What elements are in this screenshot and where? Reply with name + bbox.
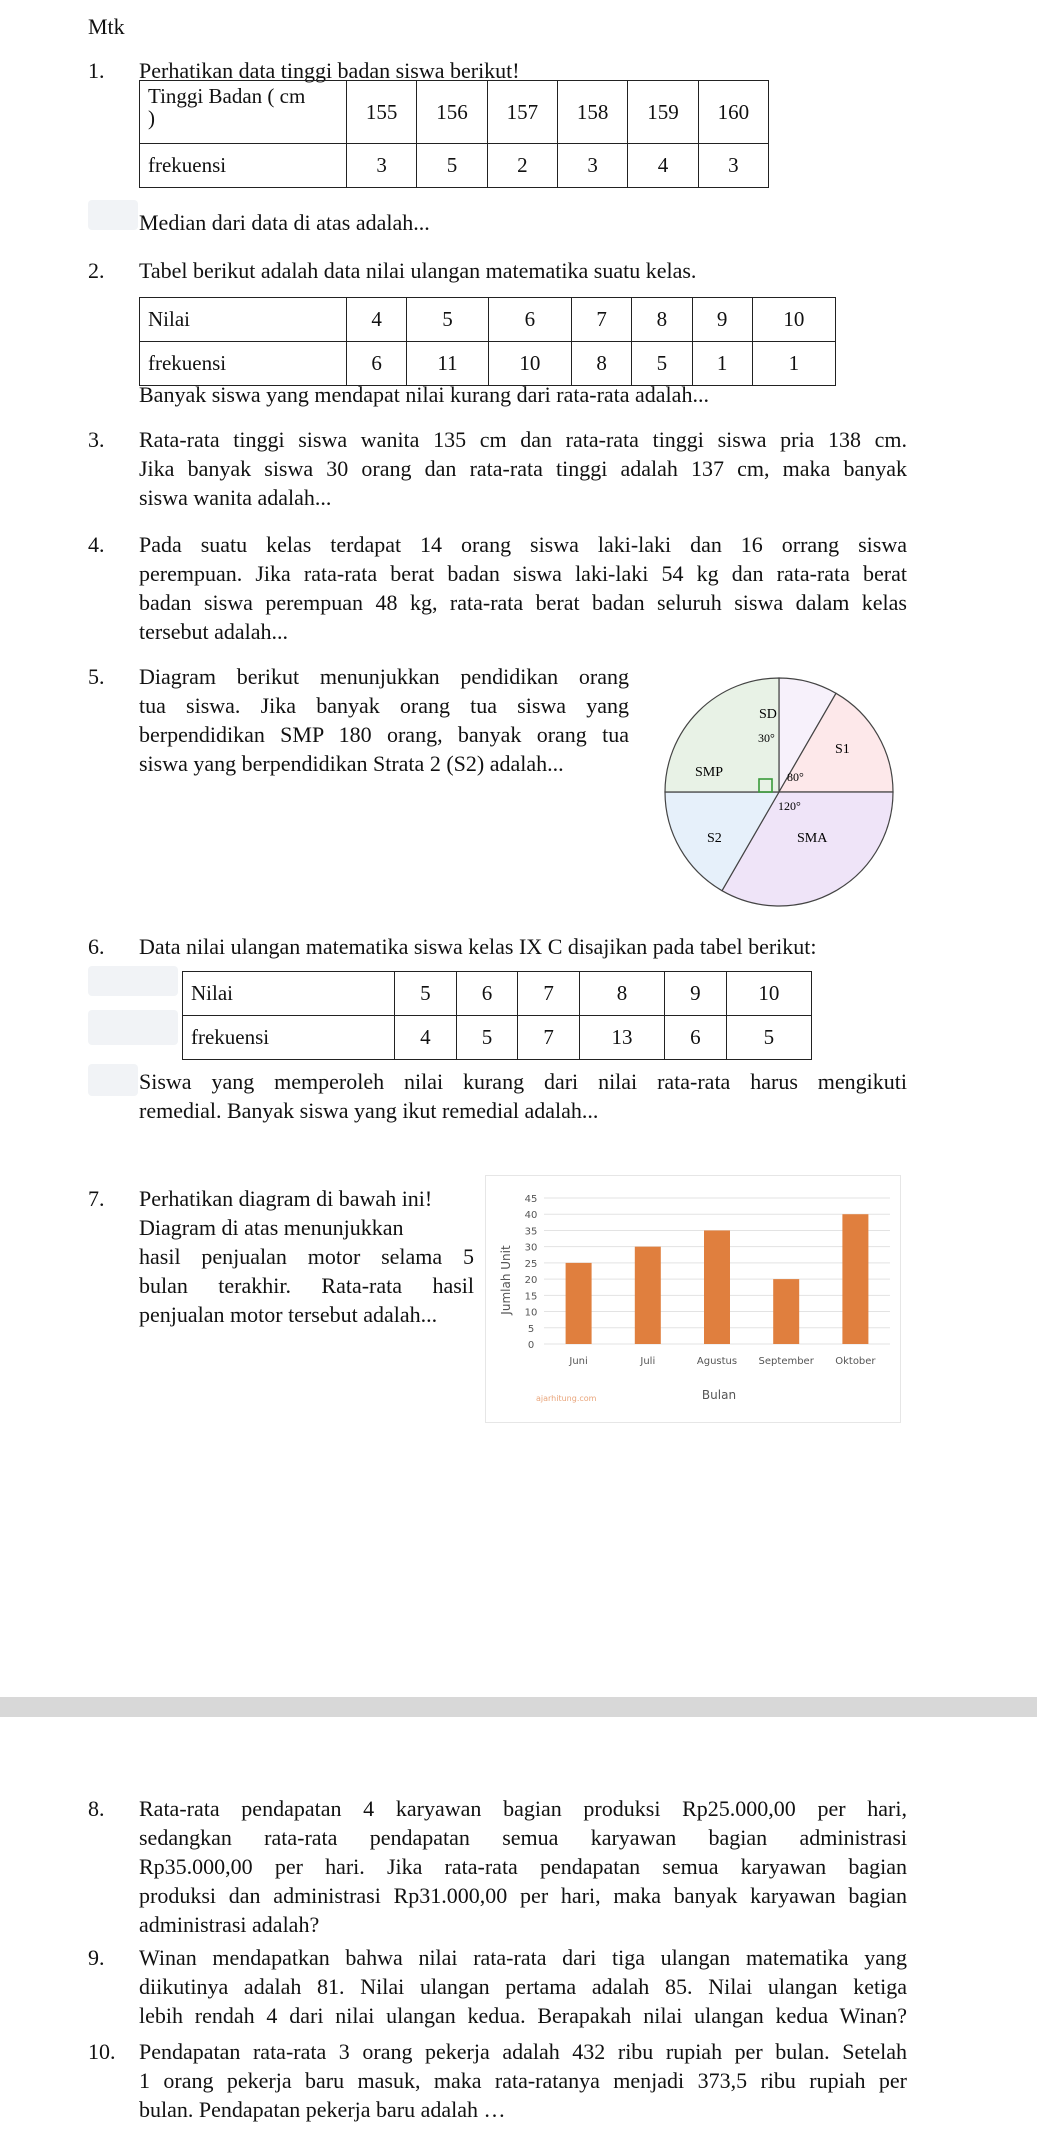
q8-number: 8. [88, 1796, 105, 1821]
chart-x-tick-label: September [758, 1356, 814, 1367]
q6-table [182, 971, 812, 1060]
q1-freq: 5 [417, 144, 487, 188]
q6-value: 5 [395, 972, 457, 1016]
q1-value: 159 [628, 81, 698, 144]
q9-line: Winan mendapatkan bahwa nilai rata-rata dari tiga ulangan matematika yang [139, 1945, 907, 1970]
q6-value: 10 [726, 972, 811, 1016]
q2-value: 4 [347, 298, 407, 342]
q7-line: hasil penjualan motor selama 5 [139, 1244, 474, 1269]
q2-freq: 8 [572, 342, 632, 386]
q4-text [139, 530, 907, 646]
chart-x-tick-label: Agustus [696, 1356, 738, 1367]
page-separator [0, 1697, 1037, 1717]
chart-y-ticks [525, 1194, 538, 1351]
q5-line: Diagram berikut menunjukkan pendidikan orang [139, 664, 629, 689]
q5-line: berpendidikan SMP 180 orang, banyak orang tua [139, 722, 629, 747]
q2-value: 6 [488, 298, 571, 342]
q4-line: Pada suatu kelas terdapat 14 orang siswa laki-laki dan 16 orrang siswa [139, 532, 907, 557]
education-pie-chart [655, 668, 905, 918]
q2-label-nilai: Nilai [140, 298, 347, 342]
q1-freq: 3 [347, 144, 417, 188]
q10-line: bulan. Pendapatan pekerja baru adalah … [139, 2097, 506, 2122]
chart-y-tick-label: 5 [527, 1323, 535, 1335]
q6-intro: Data nilai ulangan matematika siswa kelas IX C disajikan pada tabel berikut: [139, 934, 817, 959]
q3-line: siswa wanita adalah... [139, 485, 332, 510]
q1-question: Median dari data di atas adalah... [139, 210, 430, 235]
chart-y-tick-label: 10 [524, 1307, 538, 1319]
q1-value: 158 [557, 81, 627, 144]
chart-y-tick-label: 0 [527, 1340, 535, 1351]
q2-value: 9 [692, 298, 752, 342]
chart-y-tick-label: 45 [524, 1194, 538, 1205]
pie-angle-sd: 30° [758, 731, 775, 745]
q4-line: badan siswa perempuan 48 kg, rata-rata berat badan seluruh siswa dalam kelas [139, 590, 907, 615]
q1-freq: 3 [698, 144, 768, 188]
q1-number: 1. [88, 58, 105, 83]
chart-y-tick-label: 20 [524, 1275, 538, 1287]
q7-line: Perhatikan diagram di bawah ini! [139, 1186, 433, 1211]
faded-mark [88, 1064, 138, 1096]
chart-bar-agustus [704, 1230, 730, 1344]
q7-line: Diagram di atas menunjukkan [139, 1215, 404, 1240]
q10-line: Pendapatan rata-rata 3 orang pekerja adalah 432 ribu rupiah per bulan. Setelah [139, 2039, 907, 2064]
q8-line: administrasi adalah? [139, 1912, 320, 1937]
q8-line: Rp35.000,00 per hari. Jika rata-rata pendapatan semua karyawan bagian [139, 1854, 907, 1879]
pie-label-s2: S2 [707, 831, 722, 846]
q5-line: siswa yang berpendidikan Strata 2 (S2) adalah... [139, 751, 564, 776]
q2-freq: 10 [488, 342, 571, 386]
q1-row-frequency [140, 144, 769, 188]
q6-label-frequency: frekuensi [183, 1016, 395, 1060]
q8-line: Rata-rata pendapatan 4 karyawan bagian produksi Rp25.000,00 per hari, [139, 1796, 907, 1821]
q8-text [139, 1794, 907, 1939]
q6-row-nilai [183, 972, 812, 1016]
q1-table [139, 80, 769, 188]
chart-bar-oktober [842, 1214, 868, 1344]
q6-value: 8 [579, 972, 664, 1016]
q2-freq: 5 [632, 342, 692, 386]
document-title: Mtk [88, 14, 125, 39]
q2-value: 7 [572, 298, 632, 342]
pie-label-s1: S1 [835, 742, 850, 757]
q1-freq: 3 [557, 144, 627, 188]
q8-line: produksi dan administrasi Rp31.000,00 per hari, maka banyak karyawan bagian [139, 1883, 907, 1908]
q9-line: diikutinya adalah 81. Nilai ulangan pertama adalah 85. Nilai ulangan ketiga [139, 1974, 907, 1999]
faded-mark [88, 1010, 178, 1045]
q6-freq: 5 [726, 1016, 811, 1060]
q2-label-frequency: frekuensi [140, 342, 347, 386]
q3-number: 3. [88, 427, 105, 452]
q3-line: Jika banyak siswa 30 orang dan rata-rata tinggi adalah 137 cm, maka banyak [139, 456, 907, 481]
q1-freq: 4 [628, 144, 698, 188]
q6-freq: 4 [395, 1016, 457, 1060]
chart-y-tick-label: 15 [524, 1291, 538, 1303]
pie-label-sma: SMA [797, 831, 828, 846]
q6-row-frequency [183, 1016, 812, 1060]
q2-intro: Tabel berikut adalah data nilai ulangan matematika suatu kelas. [139, 258, 697, 283]
q4-line: perempuan. Jika rata-rata berat badan siswa laki-laki 54 kg dan rata-rata berat [139, 561, 907, 586]
q7-number: 7. [88, 1186, 105, 1211]
q3-text [139, 425, 907, 512]
q10-line: 1 orang pekerja baru masuk, maka rata-ratanya menjadi 373,5 ribu rupiah per [139, 2068, 907, 2093]
chart-x-tick-label: Juli [640, 1356, 656, 1367]
q1-value: 156 [417, 81, 487, 144]
faded-mark [88, 966, 178, 996]
pie-angle-sma: 120° [778, 799, 801, 813]
q1-value: 157 [487, 81, 557, 144]
q1-intro: Perhatikan data tinggi badan siswa berikut! [139, 58, 520, 83]
chart-x-tick-label: Juni [569, 1356, 588, 1367]
pie-angle-s1: 80° [787, 770, 804, 784]
page-2 [0, 1717, 1037, 2131]
q6-freq: 5 [456, 1016, 518, 1060]
q6-label-nilai: Nilai [183, 972, 395, 1016]
q2-value: 8 [632, 298, 692, 342]
chart-x-ticks [568, 1356, 876, 1367]
chart-x-axis-label: Bulan [701, 1388, 737, 1402]
q10-text [139, 2037, 907, 2124]
pie-label-smp: SMP [695, 765, 724, 780]
chart-bar-juni [566, 1263, 592, 1344]
q2-table [139, 297, 836, 386]
q1-label-frequency: frekuensi [140, 144, 347, 188]
chart-y-tick-label: 40 [524, 1210, 538, 1222]
q9-text [139, 1943, 907, 2030]
chart-y-axis-label: Jumlah Unit [499, 1245, 513, 1315]
chart-y-tick-label: 25 [524, 1258, 538, 1270]
chart-watermark: ajarhitung.com [536, 1394, 597, 1403]
q2-freq: 1 [692, 342, 752, 386]
q1-value: 160 [698, 81, 768, 144]
chart-y-tick-label: 30 [524, 1242, 538, 1254]
q2-row-frequency [140, 342, 836, 386]
q6-number: 6. [88, 934, 105, 959]
q8-line: sedangkan rata-rata pendapatan semua karyawan bagian administrasi [139, 1825, 907, 1850]
q5-text [139, 662, 629, 778]
q2-value: 10 [752, 298, 835, 342]
q1-label-height: Tinggi Badan ( cm ) [140, 81, 347, 144]
q6-line: remedial. Banyak siswa yang ikut remedial adalah... [139, 1098, 599, 1123]
q4-line: tersebut adalah... [139, 619, 289, 644]
q2-freq: 11 [407, 342, 489, 386]
q2-freq: 6 [347, 342, 407, 386]
q6-freq: 7 [518, 1016, 580, 1060]
q6-line: Siswa yang memperoleh nilai kurang dari nilai rata-rata harus mengikuti [139, 1069, 907, 1094]
q1-row-height [140, 81, 769, 144]
q9-number: 9. [88, 1945, 105, 1970]
chart-x-tick-label: Oktober [835, 1356, 876, 1367]
chart-bar-juli [635, 1247, 661, 1344]
q7-text [139, 1184, 474, 1329]
q6-freq: 13 [579, 1016, 664, 1060]
q7-line: penjualan motor tersebut adalah... [139, 1302, 438, 1327]
faded-mark [88, 200, 138, 230]
q1-value: 155 [347, 81, 417, 144]
q5-line: tua siswa. Jika banyak orang tua siswa yang [139, 693, 629, 718]
q7-line: bulan terakhir. Rata-rata hasil [139, 1273, 474, 1298]
q10-number: 10. [88, 2039, 116, 2064]
chart-bar-september [773, 1279, 799, 1344]
q3-line: Rata-rata tinggi siswa wanita 135 cm dan rata-rata tinggi siswa pria 138 cm. [139, 427, 907, 452]
q6-question [139, 1067, 907, 1125]
q2-row-nilai [140, 298, 836, 342]
q6-value: 9 [665, 972, 727, 1016]
q2-number: 2. [88, 258, 105, 283]
pie-label-sd: SD [759, 707, 777, 722]
q2-freq: 1 [752, 342, 835, 386]
sales-bar-chart [485, 1175, 901, 1423]
q6-value: 6 [456, 972, 518, 1016]
q9-line: lebih rendah 4 dari nilai ulangan kedua. Berapakah nilai ulangan kedua Winan? [139, 2003, 907, 2028]
q4-number: 4. [88, 532, 105, 557]
q2-value: 5 [407, 298, 489, 342]
q6-freq: 6 [665, 1016, 727, 1060]
q5-number: 5. [88, 664, 105, 689]
q1-freq: 2 [487, 144, 557, 188]
chart-y-tick-label: 35 [524, 1226, 538, 1238]
q6-value: 7 [518, 972, 580, 1016]
q2-question: Banyak siswa yang mendapat nilai kurang dari rata-rata adalah... [139, 382, 709, 407]
